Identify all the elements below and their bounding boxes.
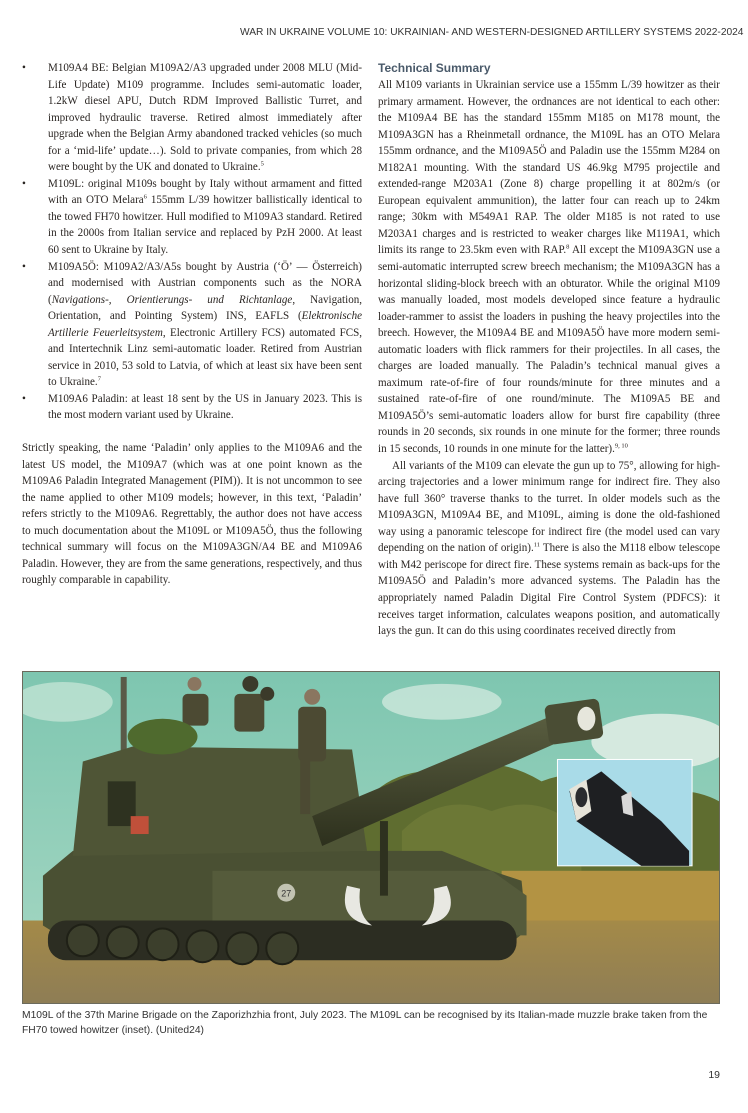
footnote-ref: 7 xyxy=(97,375,101,383)
cloud xyxy=(382,684,502,720)
variant-text: M109A6 Paladin: at least 18 sent by the US in January 2023. This is the most modern variant used by Ukraine. xyxy=(48,392,362,422)
italic-term: Navigations-, Orientierungs- und Richtanlage xyxy=(51,293,293,306)
photo-m109l-howitzer xyxy=(22,671,720,1004)
footnote-ref: 8 xyxy=(566,243,570,251)
list-item-m109l xyxy=(22,176,362,259)
variant-text: M109A4 BE: Belgian M109A2/A3 upgraded under 2008 MLU (Mid-Life Update) M109 programme. Includes semi-automatic loader, 1.2kW diesel APU, Dutch RDM Improved Ballistic Turret, and improved hydraulic traverse. Retired almost immediately after upgrade when the Belgian Army abandoned tracked vehicles (so much for a ‘mid-life’ update…). Sold to private companies, from which 28 were bought by the UK and donated to Ukraine. xyxy=(48,62,362,174)
footnote-ref: 6 xyxy=(143,193,147,201)
body-paragraph xyxy=(378,458,720,640)
figure-caption: M109L of the 37th Marine Brigade on the Zaporizhzhia front, July 2023. The M109L can be recognised by its Italian-made muzzle brake taken from the FH70 towed howitzer (inset). (United24) xyxy=(22,1010,708,1036)
italic-term: Elektronische Artillerie Feuerleitsystem xyxy=(48,310,362,339)
paragraph-text: All except the M109A3GN use a semi-automatic interrupted screw breech mechanism; the M109A3GN has a horizontal sliding-block breech with an obturator. While the original M109 was manually loaded, most models developed since feature a hydraulic loader-rammer to assist the loaders in pushing the heavy projectiles into the breech. However, the M109A4 BE and M109A5Ö have more modern semi-automatic loaders with flick rammers for their projectiles. In all cases, the charges are loaded manually. The Paladin’s technical manual gives a maximum rate-of-fire of four rounds/minute for three minutes and a sustained rate-of-fire of one round/minute. The M109A5 BE and M109A5Ö’s semi-automatic loaders allow for burst fire capability (three rounds in 20 seconds, six rounds in one minute for the former; three rounds in 15 seconds, 10 rounds in one minute for the latter). xyxy=(378,244,720,456)
paragraph-text: All M109 variants in Ukrainian service use a 155mm L/39 howitzer as their primary armament. However, the ordnances are not identical to each other: the M109A4 BE has the standard 155mm M185 on M178 mount, the M109A3GN has a Rheinmetall ordnance, the M109L has an OTO Melara 155mm ordnance, and the M109A5Ö and Paladin use the 155mm M284 on M182A1 mounting. With the standard US 46.9kg M795 projectile and extended-range M203A1 (Zone 8) charge propelling it at 802m/s (or European equivalent ammunition), the latter four can reach up to 24km range; 30km with M549A1 RAP. The older M185 is not rated to use M203A1 charges and is restricted to weaker charges like M119A1, which limits its range to 23.5km even with RAP. xyxy=(378,79,720,257)
muzzle-opening xyxy=(577,707,595,731)
photo-illustration xyxy=(23,672,719,1003)
variant-text: , Electronic Artillery FCS) automated FCS, and Intertechnik Linz semi-automatic loader. Retired from Austrian service in 2010, 53 sold to Latvia, of which at least six have been sent to Ukraine. xyxy=(48,326,362,389)
variant-text: , Navigation, Orientation, and Pointing System) INS, EAFLS ( xyxy=(48,293,362,323)
right-column xyxy=(378,60,720,640)
paragraph-text: All variants of the M109 can elevate the gun up to 75°, allowing for high-arcing trajectories and a lower minimum range for indirect fire. They also have full 360° traverse thanks to the turret. In older models such as the M109A3GN, M109A4 BE, and M109L, aiming is done the old-fashioned way using a panoramic telescope for indirect fire (the model used can vary depending on the nation of origin). xyxy=(378,459,720,555)
section-heading: Technical Summary xyxy=(378,61,491,75)
inset-muzzle-brake-photo xyxy=(557,759,692,865)
running-head: WAR IN UKRAINE VOLUME 10: UKRAINIAN- AND WESTERN-DESIGNED ARTILLERY SYSTEMS 2022-2024 xyxy=(240,27,744,38)
bullet-marker: • xyxy=(22,177,26,190)
bullet-marker: • xyxy=(22,260,26,273)
footnote-ref: 11 xyxy=(533,541,540,549)
bullet-marker: • xyxy=(22,62,26,74)
body-paragraph: Strictly speaking, the name ‘Paladin’ only applies to the M109A6 and the latest US model, the M109A7 (which was at one point known as the M109A6 Paladin Integrated Management (PIM)). It is not uncommon to see the name applied to other M109 models; however, in this text, ‘Paladin’ refers strictly to the M109A6. Regrettably, the author does not have access to much documentation about the M109L or M109A5Ö, thus the following technical summary will focus on the M109A3GN/A4 BE and M109A6 Paladin. However, they are from the same generations, respectively, and thus roughly comparable in capability. xyxy=(22,442,362,587)
body-paragraph xyxy=(378,77,720,458)
list-item-m109a6-paladin xyxy=(22,391,362,424)
variant-list xyxy=(22,60,362,424)
bullet-marker: • xyxy=(22,392,26,405)
red-marking xyxy=(131,816,149,834)
list-item-m109a4-be xyxy=(22,60,362,176)
footnote-ref: 9, 10 xyxy=(614,442,628,450)
camouflage-foliage xyxy=(128,719,198,755)
variant-text: 155mm L/39 howitzer ballistically identical to the towed FH70 howitzer. Hull modified to M109A3 standard. Retired in the 2000s from Italian service and replaced by PzH 2000. At least 60 sent to Ukraine by Italy. xyxy=(48,194,362,257)
variant-text: M109A5Ö: M109A2/A3/A5s bought by Austria (‘Ö’ — Österreich) and modernised with Austrian components such as the NORA ( xyxy=(48,260,362,306)
travel-lock xyxy=(380,821,388,896)
paragraph-text: There is also the M118 elbow telescope with M42 periscope for direct fire. These systems remain as back-ups for the M109A5Ö and Paladin’s more advanced systems. The Paladin has the appropriately named Paladin Digital Fire Control System (PDFCS): it receives target information, calculates weapons position, and automatically lays the gun. It can do this using coordinates received directly from xyxy=(378,542,720,638)
footnote-ref: 5 xyxy=(260,160,264,168)
page-number: 19 xyxy=(708,1069,720,1081)
list-item-m109a5o xyxy=(22,259,362,391)
left-column xyxy=(22,60,362,589)
vehicle-number: 27 xyxy=(281,888,292,899)
variant-text: M109L: original M109s bought by Italy without armament and fitted with an OTO Melara xyxy=(48,177,362,207)
